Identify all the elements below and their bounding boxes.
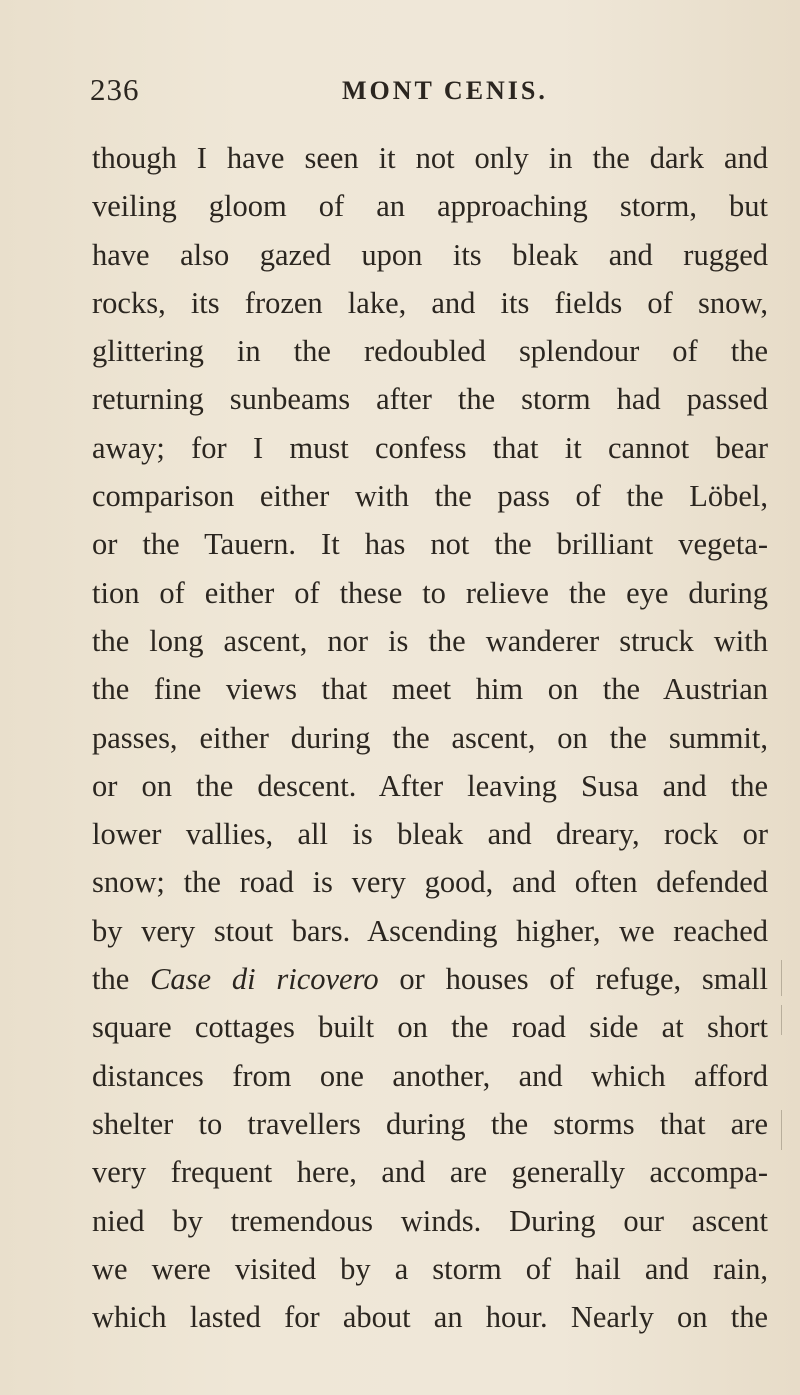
text-line-with-italic (92, 955, 768, 1003)
page-edge-mark (781, 960, 782, 996)
text-line: square cottages built on the road side at short (92, 1010, 768, 1045)
italic-phrase: Case di ricovero (150, 962, 379, 997)
text-line: which lasted for about an hour. Nearly on the (92, 1300, 768, 1335)
text-line: the long ascent, nor is the wanderer struck with (92, 623, 768, 658)
text-line: glittering in the redoubled splendour of the (92, 334, 768, 369)
text-line: or on the descent. After leaving Susa and the (92, 768, 768, 803)
text-line: comparison either with the pass of the Löbel, (92, 479, 768, 514)
text-line: have also gazed upon its bleak and rugged (92, 237, 768, 272)
text-line: rocks, its frozen lake, and its fields of snow, (92, 285, 768, 320)
page-number: 236 (90, 72, 140, 107)
text-line: we were visited by a storm of hail and rain, (92, 1251, 768, 1286)
text-line: by very stout bars. Ascending higher, we reached (92, 913, 768, 948)
text-segment: or houses of refuge, small (378, 962, 768, 997)
text-line: passes, either during the ascent, on the summit, (92, 720, 768, 755)
text-line: shelter to travellers during the storms that are (92, 1106, 768, 1141)
text-line: nied by tremendous winds. During our ascent (92, 1203, 768, 1238)
text-line: distances from one another, and which afford (92, 1058, 768, 1093)
text-segment: the (92, 962, 151, 997)
text-line: or the Tauern. It has not the brilliant vegeta- (92, 527, 768, 562)
text-line: returning sunbeams after the storm had passed (92, 382, 768, 417)
body-text (92, 134, 768, 1341)
text-line: veiling gloom of an approaching storm, but (92, 189, 768, 224)
text-line: the fine views that meet him on the Austrian (92, 672, 768, 707)
text-line: away; for I must confess that it cannot bear (92, 430, 768, 465)
page-header (90, 72, 740, 112)
text-line: very frequent here, and are generally accompa- (92, 1155, 768, 1190)
page-edge-mark (781, 1110, 782, 1150)
text-line: snow; the road is very good, and often defended (92, 865, 768, 900)
text-line: though I have seen it not only in the dark and (92, 141, 768, 175)
page-edge-mark (781, 1005, 782, 1035)
text-line: lower vallies, all is bleak and dreary, rock or (92, 817, 768, 852)
running-title: MONT CENIS. (342, 76, 548, 105)
text-line: tion of either of these to relieve the eye during (92, 575, 768, 610)
